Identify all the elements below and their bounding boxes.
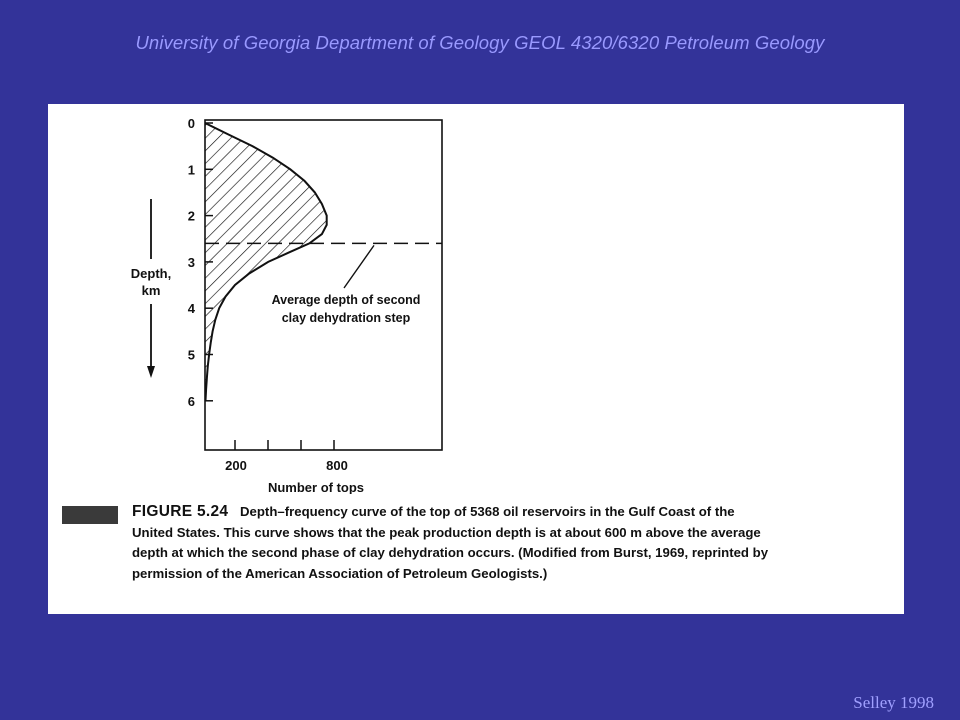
y-tick-label: 3 [187, 254, 195, 270]
frequency-area [205, 123, 327, 401]
figure-caption [62, 502, 892, 584]
annotation-line2: clay dehydration step [281, 311, 411, 325]
x-tick-label: 800 [326, 458, 348, 473]
x-axis-title: Number of tops [267, 480, 365, 494]
y-tick-label: 6 [187, 393, 195, 409]
depth-frequency-chart [48, 104, 904, 494]
y-axis-title-line2: km [141, 283, 161, 298]
figure-panel [48, 104, 904, 614]
caption-text [132, 502, 892, 584]
caption-line-2: United States. This curve shows that the peak production depth is at about 600 m above the average [132, 524, 761, 540]
annotation-leader [344, 245, 374, 288]
slide-header: University of Georgia Department of Geology GEOL 4320/6320 Petroleum Geology [135, 32, 825, 53]
caption-line-3: depth at which the second phase of clay dehydration occurs. (Modified from Burst, 1969, reprinted by [132, 545, 769, 560]
caption-swatch [62, 506, 118, 524]
caption-line-4: permission of the American Association of Petroleum Geologists.) [132, 565, 548, 581]
y-tick-label: 4 [187, 301, 195, 317]
figure-number: FIGURE 5.24 [132, 503, 229, 520]
caption-line-1: Depth–frequency curve of the top of 5368 oil reservoirs in the Gulf Coast of the [240, 504, 735, 519]
y-tick-label: 5 [187, 347, 195, 363]
y-tick-label: 0 [187, 116, 195, 131]
depth-arrow-head [147, 366, 155, 378]
y-axis-title-line1: Depth, [130, 266, 172, 281]
y-tick-label: 2 [187, 208, 195, 224]
x-tick-label: 200 [225, 458, 247, 473]
image-credit: Selley 1998 [853, 693, 934, 712]
y-tick-label: 1 [187, 162, 195, 178]
annotation-line1: Average depth of second [271, 293, 421, 307]
